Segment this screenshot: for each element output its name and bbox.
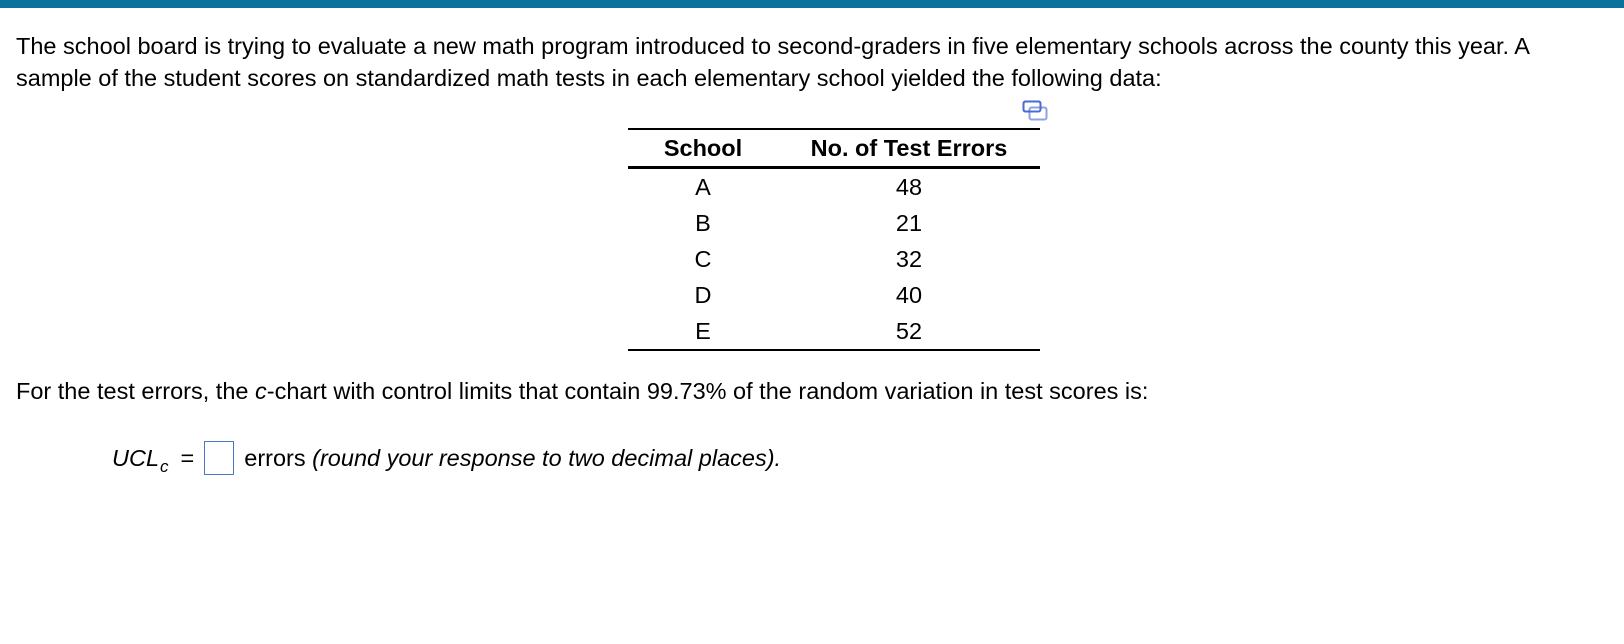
errors-cell: 52 (895, 317, 923, 344)
equals-sign: = (180, 444, 195, 471)
question-content (0, 8, 1624, 94)
school-errors-table (628, 128, 1040, 351)
errors-cell: 21 (895, 209, 923, 236)
answer-row (112, 440, 781, 476)
table-row (628, 313, 1040, 350)
errors-cell: 32 (895, 245, 923, 272)
question-prompt (16, 378, 1148, 405)
school-cell: C (694, 245, 712, 272)
school-cell: A (695, 173, 711, 200)
table-row (628, 168, 1040, 206)
table-row (628, 241, 1040, 277)
unit-label: errors (244, 444, 306, 471)
table-header-row (628, 129, 1040, 168)
prompt-part2: -chart with control limits that contain 99.73% of the random variation in test scores is: (266, 378, 1149, 404)
prompt-c: c (255, 378, 267, 404)
top-accent-bar (0, 0, 1624, 8)
school-cell: B (695, 209, 711, 236)
prompt-part1: For the test errors, the (16, 378, 256, 404)
errors-cell: 48 (895, 173, 923, 200)
ucl-label-main: UCL (112, 444, 160, 471)
table-row (628, 205, 1040, 241)
question-intro: The school board is trying to evaluate a new math program introduced to second-graders in five elementary schools across the county this year. A sample of the student scores on standardized math tests in each elementary school yielded the following data: (16, 33, 1529, 91)
ucl-label (112, 444, 169, 476)
header-school: School (628, 129, 778, 168)
rounding-hint: (round your response to two decimal places). (312, 444, 782, 471)
ucl-label-sub: c (160, 456, 169, 476)
errors-cell: 40 (895, 281, 923, 308)
school-cell: E (695, 317, 711, 344)
copy-table-icon[interactable] (1022, 100, 1048, 122)
header-test-errors: No. of Test Errors (778, 129, 1040, 168)
table-row (628, 277, 1040, 313)
school-cell: D (694, 281, 712, 308)
ucl-answer-input[interactable] (204, 441, 234, 475)
